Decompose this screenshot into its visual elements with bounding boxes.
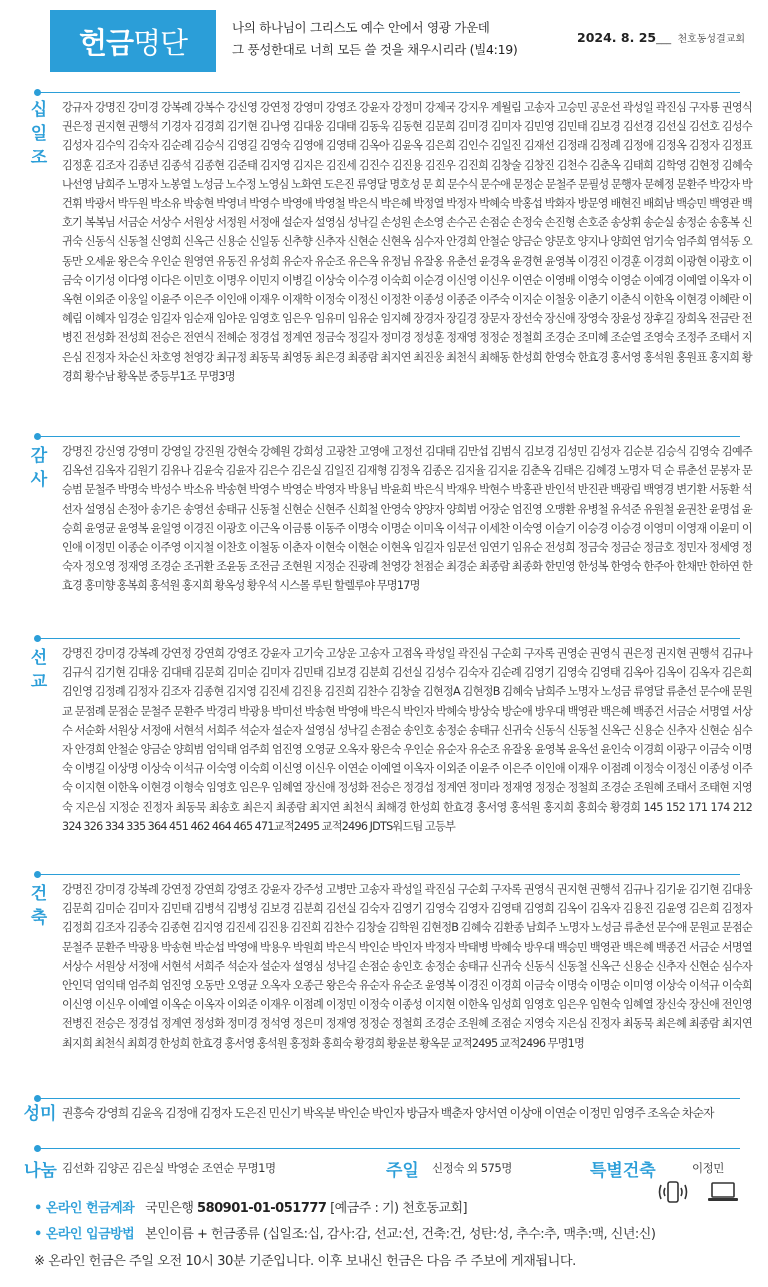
- name-list: 강명진 강미경 강복례 강연정 강연희 강영조 강윤자 고기숙 고상운 고송자 고점옥 곽성일 곽진심 구순회 구자록 권영순 권영식 권은정 권지현 권행석 김규나 김규식 김기현 김대웅 김대태 김문희 김미순 김미자 김민태 김보경 김분희 김선실 김성수 김숙자 김순례 김영기 김영숙 김영태 김옥아 김옥이 김옥자 김은희 김인영 김정례 김정자 김조자 김종현 김지영 김진세 김진용 김진희 김찬수 김창술 김현정A 김현정B 김혜숙 남희주 노명자 노성금 류영달 류춘선 문수애 문원교 문점례 문점순 문철주 문환주 박경리 박광용 박미선 박송현 박영애 박은식 박인자 박혜숙 방상숙 방순애 방우대 백영관 백은혜 백종건 서금순 서명열 서상수 서순화 서원상 서정애 서현석 서희주 석순자 설순자 설영심 성낙길 손점순 송인호 송정순 송태규 신귀숙 신동식 신동철 신옥근 신용순 신추자 신현순 심수자 안경희 안철순 양금순 양희범 엄익태 엄주희 엄진영 오영균 오옥자 왕은숙 우인순 유순자 유순조 유잘옹 윤영복 윤옥선 윤인숙 이경희 이광구 이금숙 이명숙 이병길 이상명 이상숙 이석규 이숙영 이숙희 이신영 이신우 이연순 이예열 이옥자 이외준 이윤주 이은주 이인애 이재우 이점례 이정숙 이정신 이종성 이주숙 이지현 이한옥 이현경 이형숙 임영호 임은우 임혜열 장신애 정성화 전승은 정경섭 정계연 정미라 정재영 정정순 정철희 조경순 조원혜 조태서 조태현 지영숙 지은심 지정순 진정자 최동묵 최송호 최은지 최종람 최지연 최천식 최해경 한성희 한효경 홍서영 홍석원 홍지희 홍희숙 황경희 145 152 171 174 212 324 326 334 335 364 451 462 464 465 471교적2495 교적2496 JDTS워드팀 고등부: [62, 647, 752, 833]
- name-list: 강규자 강명진 강미경 강복례 강복수 강신영 강연정 강영미 강영조 강윤자 강정미 강제국 강지우 계월림 고송자 고승민 공운선 곽성일 곽진심 구자룡 권영식 권은정 권지현 권행석 기경자 김경희 김기현 김나영 김대웅 김대태 김동욱 김동현 김문희 김미경 김미자 김민영 김민태 김보경 김선경 김선실 김선호 김성수 김성자 김수익 김숙자 김순례 김승식 김영길 김영숙 김영애 김영태 김옥아 김윤옥 김은희 김인수 김일진 김재선 김정래 김정례 김정애 김정옥 김정자 김정표 김정훈 김조자 김종년 김종석 김종현 김준태 김지영 김지은 김진세 김진수 김진용 김진우 김진희 김창술 김창진 김천수 김춘옥 김태희 김학영 김현정 김혜숙 나선영 남희주 노명자 노봉열 노성금 노수정 노영심 노화연 도은진 류영달 명호성 문 희 문수식 문수애 문정순 문철주 문필성 문행자 문혜정 문환주 박강자 박건휘 박광서 박두원 박소유 박송현 박영녀 박영수 박영애 박영철 박은식 박은혜 박정열 박정자 박혜숙 박홍섭 박화자 방문영 배현진 배희남 백승민 백영관 백호기 복복님 서금순 서상수 서원상 서정원 서정애 설순자 설영심 성낙길 손성원 손소영 손수곤 손점순 손정숙 손진형 손호준 송상휘 송순실 송정순 송홍복 신귀숙 신동식 신동철 신영희 신옥근 신용순 신일동 신추향 신추자 신현순 신현옥 심수자 안경희 안철순 양금순 양문호 양지나 양희연 엄기숙 엄주희 염석동 오동만 오세윤 왕은숙 우인순 원영연 유동진 유성희 유순자 유순조 유은옥 유정님 유잘옹 유춘선 윤경옥 윤경현 윤영복 이경진 이경훈 이경희 이광현 이광호 이금숙 이기성 이다영 이다은 이민호 이명우 이민지 이병길 이상숙 이수경 이숙희 이순경 이신영 이신우 이연순 이영배 이영숙 이영순 이예경 이예열 이옥자 이옥현 이외준 이웅일 이윤주 이은주 이인애 이재우 이재학 이정숙 이정신 이정찬 이종성 이종준 이주숙 이지순 이철웅 이춘기 이춘식 이한옥 이현경 이혜란 이혜림 이혜자 임경순 임길자 임순재 임야운 임영호 임은우 임유미 임유순 임지혜 장경자 장길경 장문자 장선숙 장신애 장영숙 장윤성 장후길 장희옥 전금란 전병진 전성화 전성희 전승은 전연식 전혜순 정경섭 정계연 정금숙 정길자 정미경 정성훈 정재영 정정순 정철희 조경순 조미혜 조순열 조영숙 조정주 조태서 지은심 진정자 차순신 차호영 천영강 최규정 최동묵 최영동 최은경 최종람 최지연 최진웅 최천식 최해동 한성희 한영숙 한효경 홍서영 홍석원 홍원표 홍지희 황경희 황수남 황옥분 중등부1조 무명3명: [62, 101, 752, 383]
- name-list: 강명진 강신영 강영미 강영일 강진원 강현숙 강혜원 강희성 고광찬 고영애 고정선 김대태 김만섭 김범식 김보경 김성민 김성자 김순분 김승식 김영숙 김예주 김옥선 김옥자 김원기 김유나 김윤숙 김윤자 김은수 김은실 김일진 김재형 김정옥 김종온 김지율 김지윤 김춘옥 김태은 김혜경 노명자 덕 순 류춘선 문봉자 문승범 문철주 박명숙 박성수 박소유 박송현 박영수 박영순 박영자 박용님 박윤희 박은식 박재우 박현수 박홍관 반인석 반진관 백광림 백영경 변기환 서동환 석선자 설영심 손정아 송기은 송영선 송태규 신동철 신현순 신현주 신희철 안영숙 양양자 양희범 어장순 엄진영 오맹환 유병철 유석준 유원철 윤권찬 윤명섭 윤승희 윤영균 윤영복 윤일영 이경진 이광호 이근옥 이금룡 이동주 이명숙 이명순 이미옥 이석규 이세찬 이숙영 이슬기 이승경 이승경 이영미 이영재 이윤미 이인애 이정민 이종순 이주영 이지철 이찬호 이철동 이춘자 이현숙 이현순 이현옥 임길자 임문선 임연기 임유순 전성희 정금숙 정금순 정금호 정민자 정세영 정숙자 정오영 정재영 조경순 조귀환 조윤동 조전금 조현원 지정순 진광례 천영강 천점순 최경순 최종람 최종화 한민영 한성복 한영숙 한주아 한채만 한하연 한효경 홍미향 홍복희 홍석원 홍지희 황옥성 황우석 시스몰 루틴 할렐루야 무명17명: [62, 445, 752, 593]
- lords-day-names: 신정숙 외 575명: [432, 1161, 512, 1175]
- scripture-verse: [232, 17, 562, 61]
- section-divider: [38, 92, 740, 93]
- online-notice: ※ 온라인 헌금은 주일 오전 10시 30분 기준입니다. 이후 보내신 헌금은 다음 주 주보에 게재됩니다.: [34, 1254, 576, 1269]
- date-dash: ___: [656, 34, 672, 45]
- divider-dot-icon: [34, 871, 41, 878]
- church-name: 천호동성결교회: [677, 34, 746, 45]
- section-divider: [38, 1148, 740, 1149]
- method-key: 온라인 입금방법: [45, 1227, 135, 1242]
- account-key: 온라인 헌금계좌: [45, 1201, 135, 1216]
- online-method-line: [34, 1223, 655, 1242]
- divider-dot-icon: [34, 1145, 41, 1152]
- laptop-icon: [707, 1181, 739, 1203]
- section-label: 건축: [30, 884, 48, 928]
- divider-dot-icon: [34, 89, 41, 96]
- phone-icon: [656, 1180, 690, 1204]
- special-building-names: 이정민: [692, 1161, 724, 1175]
- section-divider: [38, 874, 740, 875]
- method-text: 본인이름 + 헌금종류 (십일조:십, 감사:감, 선교:선, 건축:건, 성탄:성, 추수:추, 맥추:맥, 신년:신): [145, 1227, 656, 1242]
- sharing-names: 김선화 김양곤 김은실 박영순 조연순 무명1명: [62, 1161, 276, 1175]
- divider-dot-icon: [34, 433, 41, 440]
- divider-dot-icon: [34, 635, 41, 642]
- section-label: 십일조: [30, 100, 48, 168]
- divider-dot-icon: [34, 1095, 41, 1102]
- title-light: 명단: [133, 25, 188, 60]
- bullet-icon: •: [34, 1227, 42, 1242]
- section-label: 감사: [30, 446, 48, 490]
- name-list: 권흥숙 강영희 김윤옥 김정애 김정자 도은진 민신기 박옥분 박인순 박인자 방금자 백춘자 양서연 이상애 이연순 이정민 임영주 조옥순 차순자: [62, 1106, 714, 1120]
- section-divider: [38, 638, 740, 639]
- lords-day-label: 주일: [386, 1161, 419, 1181]
- section-label: 성미: [23, 1104, 57, 1124]
- date-value: 2024. 8. 25: [577, 30, 657, 45]
- account-holder: [예금주 : 기) 천호동교회]: [330, 1201, 468, 1216]
- account-bank: 국민은행: [145, 1201, 194, 1216]
- verse-line-1: 나의 하나님이 그리스도 예수 안에서 영광 가운데: [232, 20, 490, 35]
- section-label: 선교: [30, 648, 48, 692]
- sharing-label: 나눔: [24, 1161, 57, 1181]
- special-building-label: 특별건축: [590, 1161, 656, 1181]
- page-title: [50, 10, 216, 72]
- bullet-icon: •: [34, 1201, 42, 1216]
- bulletin-date: [577, 30, 745, 45]
- account-number: 580901-01-051777: [197, 1201, 327, 1216]
- verse-line-2: 그 풍성한대로 너희 모든 쓸 것을 채우시리라 (빌4:19): [232, 42, 518, 57]
- section-divider: [38, 436, 740, 437]
- name-list: 강명진 강미경 강복례 강연정 강연희 강영조 강윤자 강주성 고병만 고송자 곽성일 곽진심 구순회 구자록 권영식 권지현 권행석 김규나 김기윤 김기현 김대웅 김문희 김미순 김미자 김민태 김병석 김병성 김보경 김분희 김선실 김숙자 김영기 김영숙 김영자 김영태 김영희 김옥이 김옥자 김용진 김윤영 김은희 김정자 김정희 김조자 김종숙 김종현 김지영 김진세 김진용 김진희 김찬수 김창술 김학원 김현정B 김혜숙 김환종 남희주 노명자 노성금 류춘선 문수애 문원교 문점순 문철주 문환주 박광용 박송현 박순섭 박영애 박용우 박원희 박은식 박인순 박인자 박정자 박태병 박혜숙 방우대 백승민 백영관 백은혜 백종건 서금순 서명열 서상수 서원상 서정애 서현석 서희주 석순자 설순자 설영심 성낙길 손점순 송인호 송정순 송태규 신귀숙 신동식 신동철 신옥근 신용순 신추자 신현순 심수자 안인덕 엄익태 엄주희 엄진영 오동만 오영균 오옥자 오종근 왕은숙 유순자 유순조 윤영복 이경진 이경희 이금숙 이명숙 이명순 이미영 이상숙 이석규 이숙희 이신영 이신우 이예열 이옥순 이옥자 이외준 이재우 이점례 이정민 이정숙 이종성 이지현 이한옥 임성희 임영호 임은우 임현숙 임혜열 장신숙 장신애 전인영 전병진 전승은 정경섭 정계연 정성화 정미경 정석영 정은미 정재영 정정순 정철희 조경순 조원혜 조점순 지영숙 지은심 진정자 최동묵 최은혜 최종람 최지연 최지희 최천식 최희경 한성희 한효경 홍서영 홍석원 홍정화 홍희숙 황경희 황윤분 황옥문 교적2495 교적2496 무명1명: [62, 883, 752, 1050]
- title-bold: 헌금: [78, 25, 133, 60]
- section-divider: [38, 1098, 740, 1099]
- online-account-line: [34, 1197, 467, 1216]
